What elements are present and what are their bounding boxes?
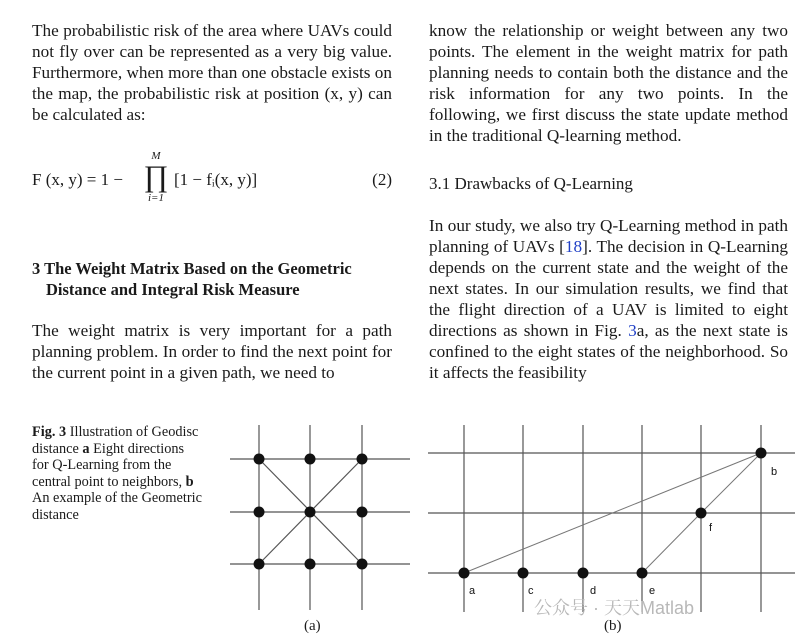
node: [254, 507, 265, 518]
product-lower-limit: i=1: [148, 192, 164, 204]
paragraph-q-learning: [429, 215, 788, 383]
point-b: [756, 448, 767, 459]
node: [357, 507, 368, 518]
equation-lhs: F (x, y) = 1 −: [32, 170, 123, 189]
panel-b-label: (b): [604, 618, 622, 634]
point-f: [696, 508, 707, 519]
node: [357, 559, 368, 570]
point-e: [637, 568, 648, 579]
path-segment-fb: [701, 453, 761, 513]
label-a: a: [469, 585, 476, 597]
right-column: [429, 20, 788, 146]
node: [254, 559, 265, 570]
text-span: a, as the next state is confined to the eight states of the neighborhood. So it affects the feasibility: [429, 321, 788, 382]
product-operator: [142, 150, 170, 204]
section-heading: [32, 258, 392, 300]
node: [305, 559, 316, 570]
left-column-lower: [32, 320, 392, 383]
caption-fig-label: Fig. 3: [32, 424, 67, 440]
paragraph-weight-matrix: The weight matrix is very important for a path planning problem. In order to find the next point for the current point in a given path, we need to: [32, 321, 392, 382]
caption-b-label: b: [185, 473, 194, 490]
figure-caption: [32, 424, 202, 524]
text-span: ]. The decision in Q-Learning depends on the current state and the weight of the next states. In our simulation results, we find that the flight direction of a UAV is limited to eight directions as shown in Fig.: [429, 237, 789, 340]
paragraph-relationship: know the relationship or weight between any two points. The element in the weight matrix for path planning needs to contain both the distance and the risk information for any two points. In the following, we first discuss the state update method in the traditional Q-learning method.: [429, 21, 788, 145]
point-labels: [469, 466, 777, 597]
text-span: In our study, we also try Q-Learning method in path planning of UAVs [: [429, 216, 788, 256]
section-heading-line2: Distance and Integral Risk Measure: [46, 280, 300, 299]
reference-link[interactable]: 18: [564, 237, 583, 256]
node: [357, 454, 368, 465]
section-heading-line1: 3 The Weight Matrix Based on the Geometric: [32, 259, 352, 278]
grid-lines-a: [230, 425, 410, 610]
figure-panel-b: [425, 420, 797, 615]
caption-text: Eight directions for Q-Learning from the central point to neighbors,: [32, 440, 186, 490]
product-upper-limit: M: [151, 150, 161, 162]
equation-rhs: [1 − fᵢ(x, y)]: [174, 170, 258, 189]
product-symbol: ∏: [143, 160, 169, 193]
grid-lines-b: [428, 425, 795, 612]
subsection-heading: 3.1 Drawbacks of Q-Learning: [429, 174, 633, 193]
label-f: f: [709, 522, 713, 534]
caption-text: An example of the Geometric distance: [32, 490, 202, 523]
label-c: c: [528, 585, 534, 597]
label-d: d: [590, 585, 597, 597]
panel-a-label: (a): [304, 618, 321, 634]
right-column-lower: [429, 215, 788, 383]
equation-number: (2): [372, 170, 392, 189]
figure-panel-a: [225, 420, 415, 615]
watermark: 公众号 · 天天Matlab: [534, 598, 695, 618]
left-column: [32, 20, 392, 125]
paragraph-risk: The probabilistic risk of the area where UAVs could not fly over can be represented as a very big value. Furthermore, when more than one obstacle exists on the map, the probabilistic risk at position (x, y) can be calculated as:: [32, 21, 392, 124]
label-b: b: [771, 466, 778, 478]
point-d: [578, 568, 589, 579]
figure-reference-link[interactable]: 3: [628, 321, 637, 340]
label-e: e: [649, 585, 656, 597]
point-a: [459, 568, 470, 579]
node: [254, 454, 265, 465]
point-c: [518, 568, 529, 579]
caption-a-label: a: [82, 440, 90, 457]
path-segment-ef: [642, 513, 701, 573]
caption-text: Illustration of Geodisc distance: [32, 424, 199, 457]
node: [305, 454, 316, 465]
node: [305, 507, 316, 518]
equation-2: [32, 150, 392, 210]
